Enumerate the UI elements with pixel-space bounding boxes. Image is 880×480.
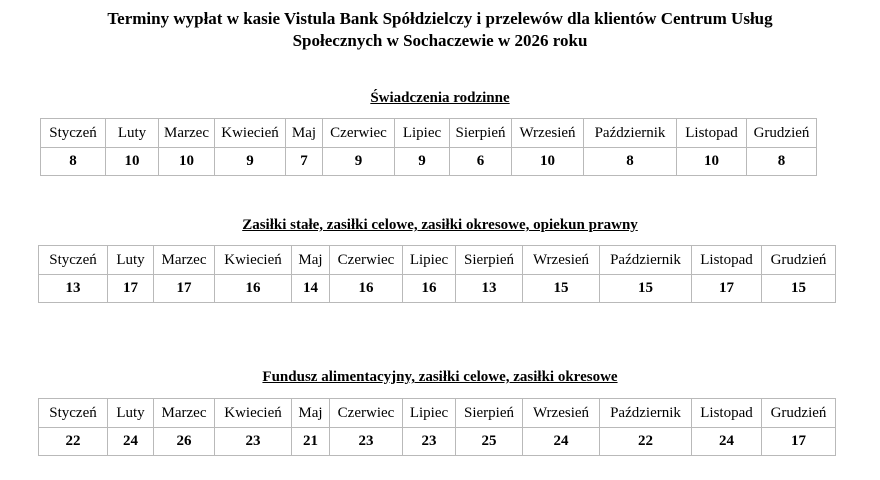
document-title-line-2: Społecznych w Sochaczewie w 2026 roku [292,31,588,50]
section-title-fundusz-alimentacyjny: Fundusz alimentacyjny, zasiłki celowe, zasiłki okresowe [262,369,618,385]
section-title-swiadczenia-rodzinne: Świadczenia rodzinne [370,90,510,106]
month-header: Lipiec [403,246,456,275]
payment-day-row [41,148,817,176]
payment-day-cell: 23 [330,428,403,456]
payment-day-cell: 24 [523,428,600,456]
month-header: Luty [106,119,159,148]
payment-day-cell: 8 [747,148,817,176]
payment-day-cell: 9 [395,148,450,176]
payment-day-cell: 7 [286,148,323,176]
month-header: Październik [600,246,692,275]
month-header: Marzec [154,246,215,275]
month-header: Kwiecień [215,246,292,275]
month-header: Luty [108,246,154,275]
payment-day-cell: 14 [292,275,330,303]
document-title-line-1: Terminy wypłat w kasie Vistula Bank Spółdzielczy i przelewów dla klientów Centrum Usług [107,9,773,28]
payment-day-cell: 10 [106,148,159,176]
payment-day-row [39,428,836,456]
payment-day-cell: 10 [159,148,215,176]
month-header: Listopad [677,119,747,148]
month-header: Maj [292,246,330,275]
section-title-zasilki-stale: Zasiłki stałe, zasiłki celowe, zasiłki okresowe, opiekun prawny [242,217,638,233]
month-header-row [39,246,836,275]
payment-day-cell: 13 [39,275,108,303]
month-header: Kwiecień [215,119,286,148]
payment-day-cell: 6 [450,148,512,176]
month-header: Maj [292,399,330,428]
document-title [0,8,880,52]
schedule-table-swiadczenia-rodzinne [40,118,817,176]
payment-day-cell: 17 [154,275,215,303]
schedule-table-zasilki-stale [38,245,836,303]
month-header: Czerwiec [323,119,395,148]
month-header: Wrzesień [523,399,600,428]
month-header: Lipiec [403,399,456,428]
payment-day-cell: 16 [403,275,456,303]
payment-day-cell: 21 [292,428,330,456]
month-header: Marzec [159,119,215,148]
month-header: Styczeń [39,246,108,275]
month-header: Luty [108,399,154,428]
payment-day-cell: 24 [108,428,154,456]
month-header: Kwiecień [215,399,292,428]
month-header: Styczeń [41,119,106,148]
payment-day-cell: 17 [108,275,154,303]
payment-day-cell: 15 [523,275,600,303]
month-header: Lipiec [395,119,450,148]
payment-day-cell: 10 [677,148,747,176]
month-header: Sierpień [456,246,523,275]
payment-day-cell: 16 [215,275,292,303]
payment-day-cell: 23 [215,428,292,456]
payment-day-cell: 26 [154,428,215,456]
payment-day-cell: 8 [584,148,677,176]
month-header: Grudzień [747,119,817,148]
payment-day-row [39,275,836,303]
month-header: Czerwiec [330,399,403,428]
payment-day-cell: 23 [403,428,456,456]
schedule-table-fundusz-alimentacyjny [38,398,836,456]
month-header: Grudzień [762,246,836,275]
month-header: Styczeń [39,399,108,428]
month-header: Listopad [692,246,762,275]
payment-day-cell: 9 [323,148,395,176]
payment-day-cell: 22 [600,428,692,456]
month-header: Maj [286,119,323,148]
month-header: Listopad [692,399,762,428]
payment-day-cell: 17 [762,428,836,456]
payment-day-cell: 13 [456,275,523,303]
month-header: Sierpień [450,119,512,148]
payment-day-cell: 15 [600,275,692,303]
payment-day-cell: 10 [512,148,584,176]
payment-day-cell: 24 [692,428,762,456]
month-header: Sierpień [456,399,523,428]
month-header-row [39,399,836,428]
month-header: Październik [584,119,677,148]
month-header: Październik [600,399,692,428]
month-header: Wrzesień [523,246,600,275]
payment-day-cell: 17 [692,275,762,303]
month-header-row [41,119,817,148]
payment-day-cell: 8 [41,148,106,176]
payment-day-cell: 16 [330,275,403,303]
payment-day-cell: 25 [456,428,523,456]
month-header: Marzec [154,399,215,428]
payment-day-cell: 15 [762,275,836,303]
month-header: Czerwiec [330,246,403,275]
payment-day-cell: 9 [215,148,286,176]
payment-day-cell: 22 [39,428,108,456]
month-header: Wrzesień [512,119,584,148]
month-header: Grudzień [762,399,836,428]
